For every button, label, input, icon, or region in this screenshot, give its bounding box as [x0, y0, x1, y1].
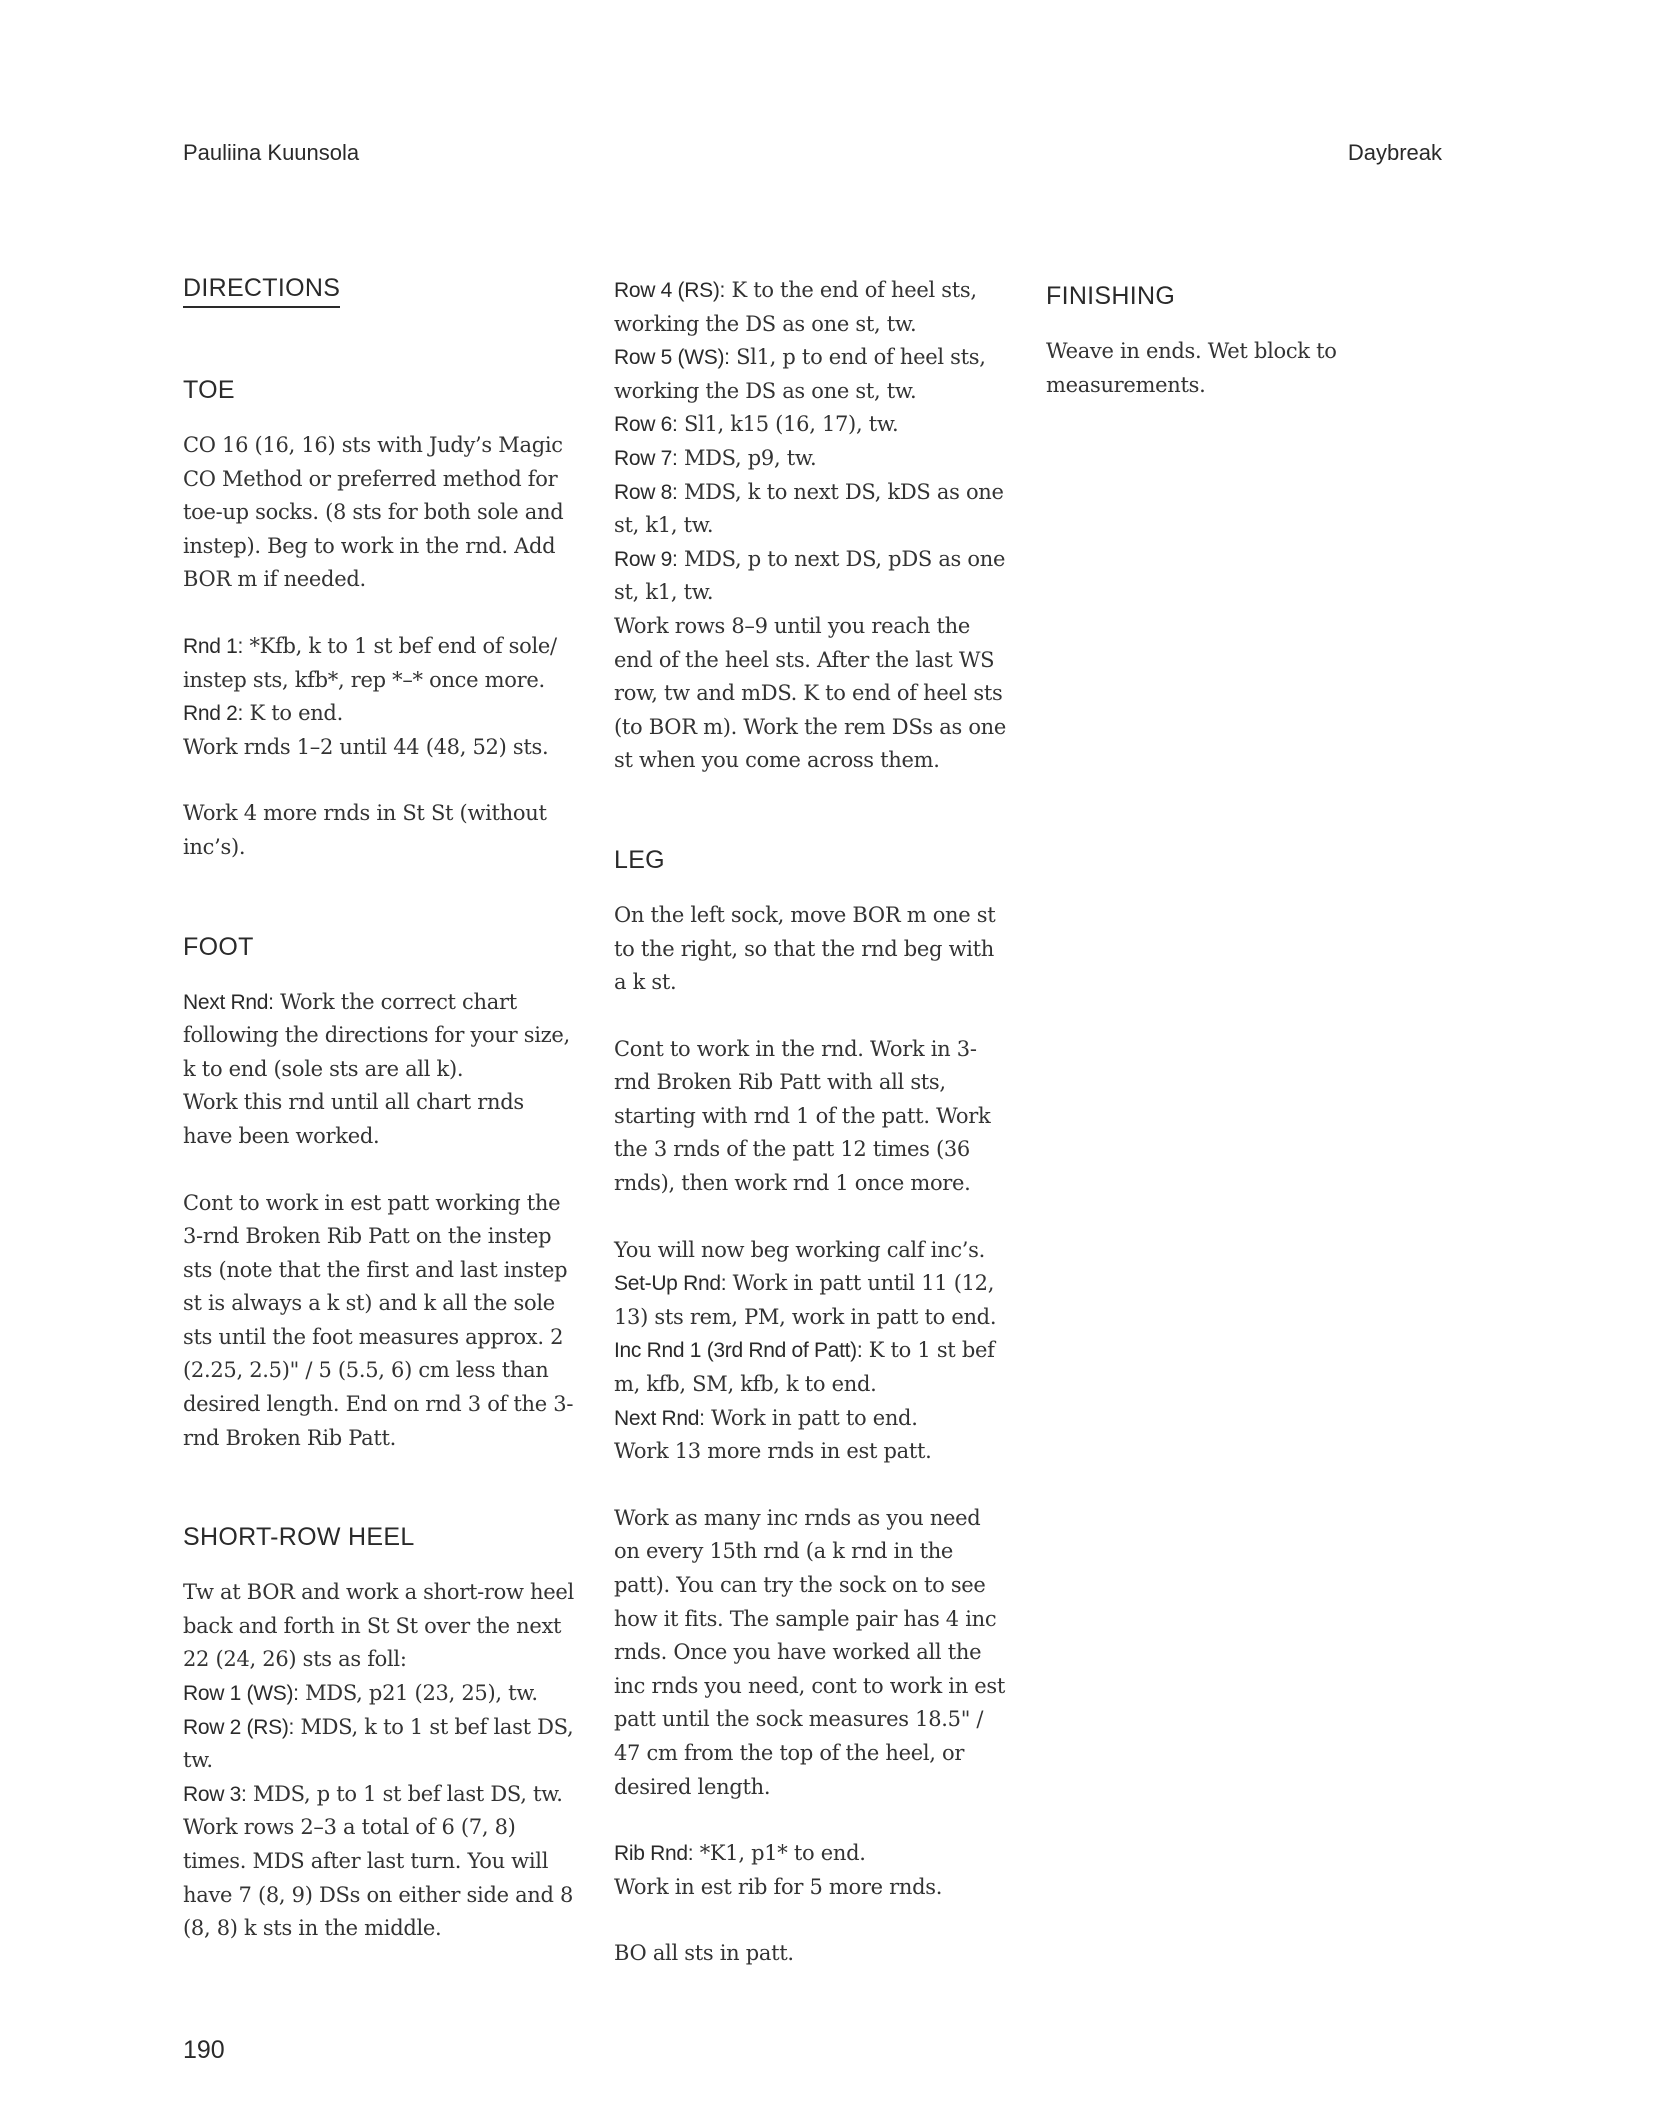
- heel-row-4-text: K to the end of heel sts, working the DS as one st, tw.: [614, 278, 977, 336]
- column-1: [183, 274, 578, 1946]
- foot-next-rnd-label: Next Rnd:: [183, 990, 274, 1014]
- foot-heading: FOOT: [183, 932, 254, 961]
- heel-row-5: [614, 341, 1009, 408]
- heel-row-3: [183, 1778, 578, 1812]
- heel-work: Work rows 8–9 until you reach the end of the heel sts. After the last WS row, tw and mDS. K to end of heel sts (to BOR m). Work the rem DSs as one st when you come across them.: [614, 613, 1007, 773]
- leg-next-text: Work in patt to end.: [704, 1405, 918, 1430]
- heel-row-1-label: Row 1 (WS):: [183, 1682, 299, 1706]
- finishing-heading: FINISHING: [1046, 282, 1176, 310]
- leg-setup-text: Work in patt until 11 (12, 13) sts rem, PM, work in patt to end.: [614, 1271, 997, 1329]
- toe-rnd-2: [183, 697, 578, 731]
- header-title: Daybreak: [1347, 140, 1442, 165]
- foot-next-rnd-text: Work the correct chart following the directions for your size, k to end (sole sts are all k).: [183, 989, 570, 1081]
- toe-rnd-1-text: *Kfb, k to 1 st bef end of sole/ instep sts, kfb*, rep *–* once more.: [183, 633, 557, 692]
- leg-heading: LEG: [614, 845, 665, 874]
- heel-row-9-text: MDS, p to next DS, pDS as one st, k1, tw.: [614, 546, 1006, 605]
- directions-heading: DIRECTIONS: [183, 274, 340, 308]
- toe-repeat: Work rnds 1–2 until 44 (48, 52) sts.: [183, 734, 549, 759]
- foot-cont: Cont to work in est patt working the 3-rnd Broken Rib Patt on the instep sts (note that the first and last instep st is always a k st) and k all the sole sts until the foot measures approx. 2 (2.25, 2.5)" / 5 (5.5, 6) cm less than desired length. End on rnd 3 of the 3-rnd Broken Rib Patt.: [183, 1190, 574, 1450]
- leg-inc-label: Inc Rnd 1 (3rd Rnd of Patt):: [614, 1339, 863, 1363]
- heel-row-4: [614, 274, 1009, 341]
- toe-rnd-1: [183, 630, 578, 697]
- leg-cont: Cont to work in the rnd. Work in 3-rnd Broken Rib Patt with all sts, starting with rnd 1 of the patt. Work the 3 rnds of the patt 12 times (36 rnds), then work rnd 1 once more.: [614, 1036, 991, 1196]
- leg-inc-text: K to 1 st bef m, kfb, SM, kfb, k to end.: [614, 1338, 995, 1397]
- heel-row-6-label: Row 6:: [614, 413, 678, 437]
- leg-bind-off: BO all sts in patt.: [614, 1941, 794, 1966]
- leg-inc-rnd: [614, 1334, 1009, 1401]
- leg-rib-label: Rib Rnd:: [614, 1842, 694, 1866]
- leg-next-rnd: [614, 1402, 1009, 1436]
- heel-row-8: [614, 476, 1009, 543]
- foot-next-rnd: [183, 986, 578, 1087]
- leg-calf: You will now beg working calf inc’s.: [614, 1237, 986, 1262]
- leg-many: Work as many inc rnds as you need on every 15th rnd (a k rnd in the patt). You can try the sock on to see how it fits. The sample pair has 4 inc rnds. Once you have worked all the inc rnds you need, cont to work in est patt until the sock measures 18.5" / 47 cm from the top of the heel, or desired length.: [614, 1505, 1006, 1799]
- heel-row-2: [183, 1711, 578, 1778]
- heel-row-3-label: Row 3:: [183, 1782, 247, 1806]
- heel-row-7-text: MDS, p9, tw.: [677, 445, 817, 470]
- heel-row-3-text: MDS, p to 1 st bef last DS, tw.: [246, 1781, 563, 1806]
- column-3: [1046, 274, 1441, 402]
- toe-intro: CO 16 (16, 16) sts with Judy’s Magic CO Method or preferred method for toe-up socks. (8 sts for both sole and instep). Beg to work in the rnd. Add BOR m if needed.: [183, 433, 564, 592]
- heel-row-8-text: MDS, k to next DS, kDS as one st, k1, tw.: [614, 479, 1004, 538]
- heel-row-6-text: Sl1, k15 (16, 17), tw.: [677, 412, 899, 437]
- foot-work: Work this rnd until all chart rnds have been worked.: [183, 1090, 524, 1148]
- heel-row-2-text: MDS, k to 1 st bef last DS, tw.: [183, 1714, 574, 1773]
- leg-rib-more: Work in est rib for 5 more rnds.: [614, 1874, 943, 1899]
- page-number: 190: [183, 2036, 225, 2064]
- heel-row-1-text: MDS, p21 (23, 25), tw.: [298, 1681, 538, 1706]
- column-2: [614, 274, 1009, 1971]
- leg-left-sock: On the left sock, move BOR m one st to the right, so that the rnd beg with a k st.: [614, 902, 996, 995]
- leg-setup-label: Set-Up Rnd:: [614, 1272, 727, 1296]
- toe-rnd-1-label: Rnd 1:: [183, 634, 244, 658]
- leg-rib-rnd: [614, 1837, 1009, 1871]
- heel-row-5-text: Sl1, p to end of heel sts, working the DS as one st, tw.: [614, 345, 986, 403]
- heel-row-6: [614, 408, 1009, 442]
- heel-intro: Tw at BOR and work a short-row heel back and forth in St St over the next 22 (24, 26) sts as foll:: [183, 1580, 574, 1672]
- heel-row-9-label: Row 9:: [614, 547, 678, 571]
- leg-rib-text: *K1, p1* to end.: [693, 1841, 866, 1866]
- toe-heading: TOE: [183, 376, 235, 404]
- heel-row-9: [614, 543, 1009, 610]
- leg-setup-rnd: [614, 1267, 1009, 1334]
- heel-row-5-label: Row 5 (WS):: [614, 346, 730, 370]
- header-author: Pauliina Kuunsola: [183, 140, 360, 165]
- heel-row-1: [183, 1677, 578, 1711]
- heel-row-4-label: Row 4 (RS):: [614, 279, 726, 302]
- heel-row-7-label: Row 7:: [614, 446, 678, 470]
- leg-next-label: Next Rnd:: [614, 1406, 705, 1430]
- toe-rnd-2-text: K to end.: [243, 701, 343, 726]
- heel-row-7: [614, 442, 1009, 476]
- finishing-text: Weave in ends. Wet block to measurements.: [1046, 339, 1337, 397]
- toe-rnd-2-label: Rnd 2:: [183, 702, 244, 726]
- heel-heading: SHORT-ROW HEEL: [183, 1523, 415, 1552]
- heel-repeat: Work rows 2–3 a total of 6 (7, 8) times. MDS after last turn. You will have 7 (8, 9) DSs on either side and 8 (8, 8) k sts in the middle.: [183, 1815, 574, 1941]
- heel-row-8-label: Row 8:: [614, 480, 678, 504]
- heel-row-2-label: Row 2 (RS):: [183, 1715, 295, 1739]
- leg-more: Work 13 more rnds in est patt.: [614, 1439, 932, 1464]
- toe-more: Work 4 more rnds in St St (without inc’s).: [183, 801, 547, 859]
